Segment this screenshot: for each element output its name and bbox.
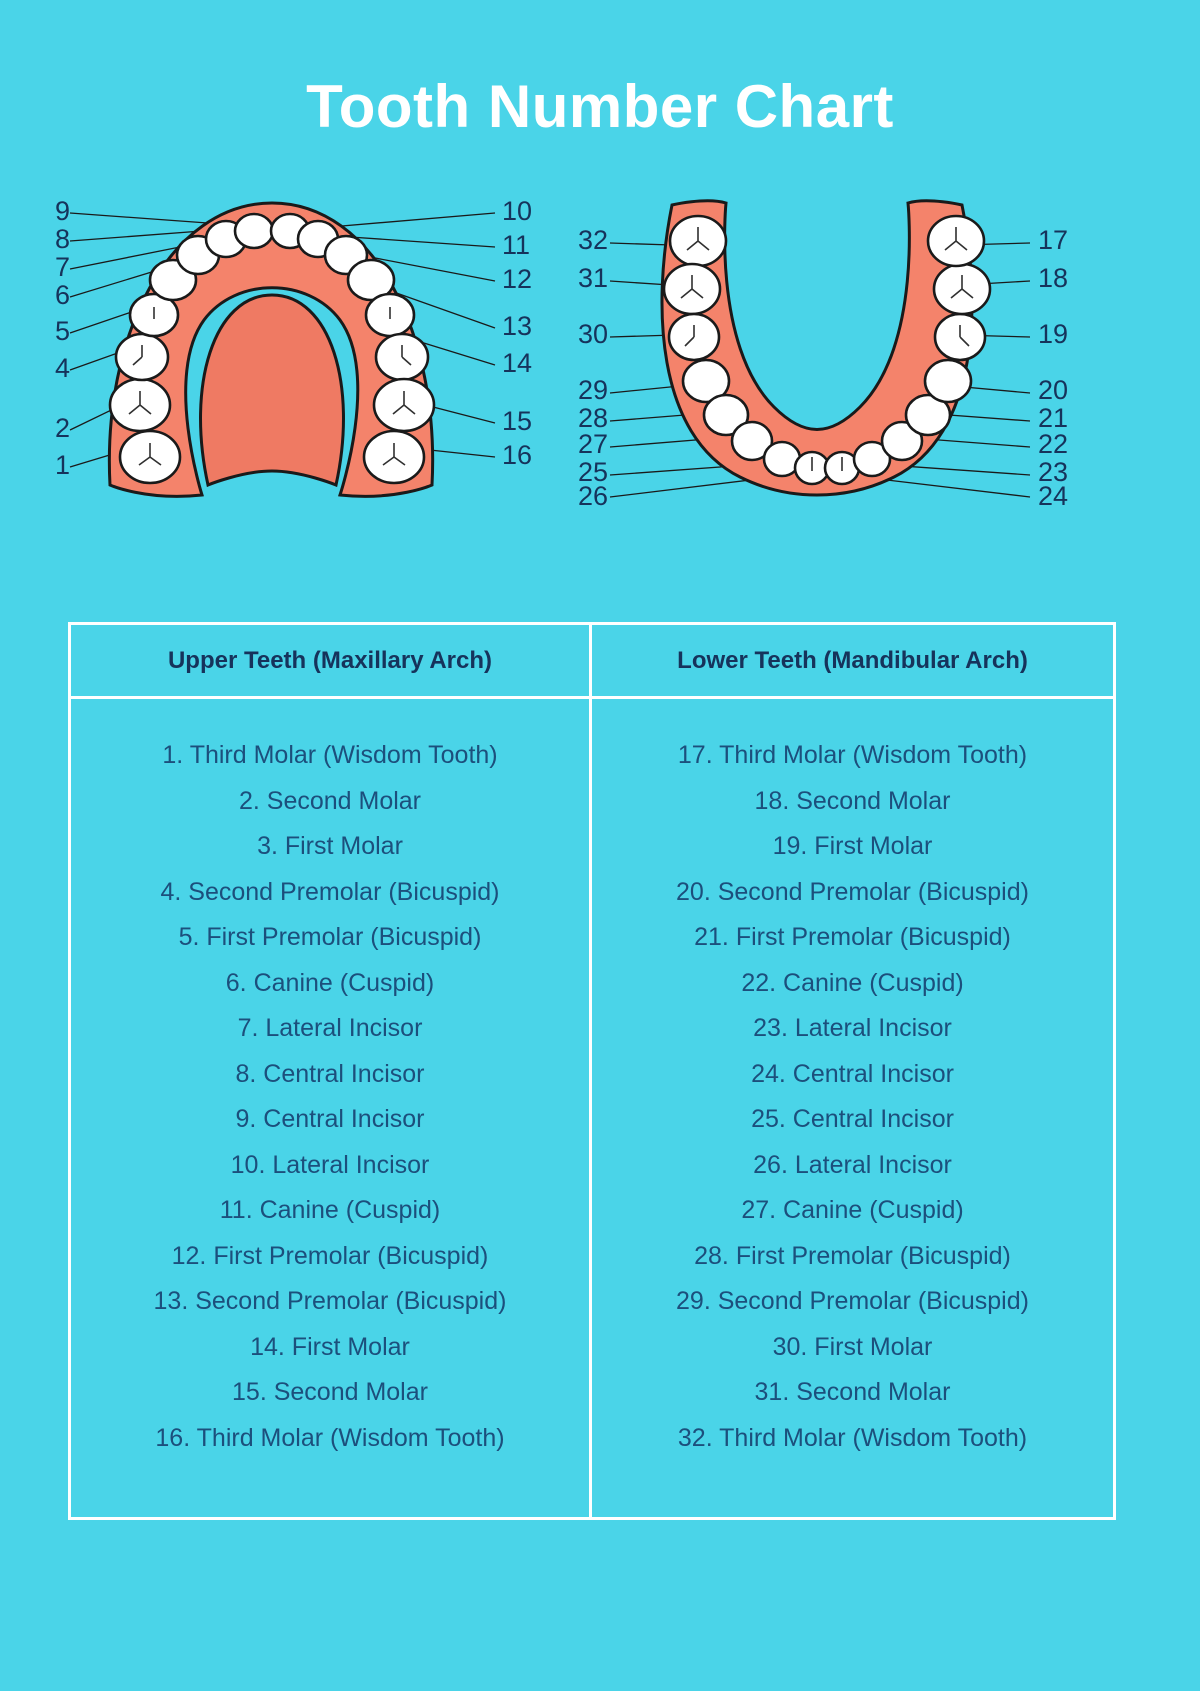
list-item: 28. First Premolar (Bicuspid) (694, 1241, 1011, 1270)
list-item: 20. Second Premolar (Bicuspid) (676, 877, 1029, 906)
page-title: Tooth Number Chart (306, 73, 894, 140)
list-item: 24. Central Incisor (751, 1059, 954, 1088)
lower-label-28: 28 (577, 403, 608, 433)
list-item: 14. First Molar (250, 1332, 410, 1361)
list-item: 23. Lateral Incisor (753, 1014, 952, 1042)
list-item: 29. Second Premolar (Bicuspid) (676, 1287, 1029, 1315)
lower-label-25: 25 (577, 457, 608, 487)
list-item: 31. Second Molar (754, 1378, 951, 1406)
tooth-list-table (68, 622, 1116, 1520)
list-item: 5. First Premolar (Bicuspid) (178, 923, 482, 951)
list-item: 16. Third Molar (Wisdom Tooth) (155, 1423, 505, 1452)
list-item: 9. Central Incisor (235, 1105, 425, 1133)
upper-label-14: 14 (502, 348, 533, 378)
mandibular-arch-diagram (560, 185, 1080, 545)
lower-label-21: 21 (1038, 403, 1069, 433)
upper-label-8: 8 (54, 224, 70, 254)
lower-teeth-header: Lower Teeth (Mandibular Arch) (592, 625, 1113, 699)
upper-teeth-list (71, 699, 589, 1461)
lower-label-24: 24 (1038, 481, 1069, 511)
list-item: 21. First Premolar (Bicuspid) (694, 923, 1011, 951)
list-item: 32. Third Molar (Wisdom Tooth) (677, 1423, 1028, 1452)
lower-label-27: 27 (577, 429, 608, 459)
upper-label-13: 13 (502, 311, 533, 341)
upper-label-9: 9 (54, 196, 70, 226)
upper-label-5: 5 (54, 316, 70, 346)
maxillary-arch-svg (40, 185, 560, 545)
lower-label-22: 22 (1038, 429, 1069, 459)
lower-teeth-column (592, 625, 1113, 1517)
diagram-area (0, 185, 1200, 565)
palate-shape (201, 295, 344, 485)
lower-label-23: 23 (1038, 457, 1069, 487)
upper-label-7: 7 (54, 252, 70, 282)
lower-label-29: 29 (577, 375, 608, 405)
list-item: 11. Canine (Cuspid) (219, 1196, 441, 1224)
list-item: 10. Lateral Incisor (230, 1150, 430, 1179)
list-item: 4. Second Premolar (Bicuspid) (160, 877, 500, 906)
list-item: 1. Third Molar (Wisdom Tooth) (162, 741, 498, 769)
list-item: 12. First Premolar (Bicuspid) (171, 1241, 489, 1270)
lower-label-31: 31 (577, 263, 608, 293)
lower-label-17: 17 (1038, 225, 1069, 255)
list-item: 22. Canine (Cuspid) (741, 968, 964, 997)
list-item: 3. First Molar (257, 832, 403, 860)
lower-label-18: 18 (1038, 263, 1069, 293)
lower-label-20: 20 (1038, 375, 1069, 405)
lower-label-32: 32 (577, 225, 608, 255)
list-item: 30. First Molar (772, 1332, 933, 1361)
list-item: 2. Second Molar (238, 786, 422, 815)
list-item: 19. First Molar (772, 832, 933, 860)
list-item: 17. Third Molar (Wisdom Tooth) (677, 741, 1028, 769)
list-item: 15. Second Molar (232, 1378, 428, 1406)
upper-label-15: 15 (502, 406, 533, 436)
list-item: 26. Lateral Incisor (753, 1150, 952, 1179)
mandibular-arch-svg (560, 185, 1080, 545)
list-item: 6. Canine (Cuspid) (225, 968, 435, 997)
lower-label-26: 26 (577, 481, 608, 511)
lower-teeth-list (592, 699, 1113, 1461)
upper-label-4: 4 (54, 353, 70, 383)
list-item: 13. Second Premolar (Bicuspid) (153, 1287, 507, 1315)
upper-label-2: 2 (54, 413, 70, 443)
upper-label-11: 11 (502, 230, 531, 260)
list-item: 7. Lateral Incisor (237, 1014, 423, 1042)
upper-label-16: 16 (502, 440, 533, 470)
list-item: 8. Central Incisor (235, 1059, 425, 1088)
upper-teeth-column (71, 625, 592, 1517)
list-item: 25. Central Incisor (751, 1105, 954, 1133)
upper-label-6: 6 (54, 280, 70, 310)
maxillary-arch-diagram (40, 185, 560, 545)
upper-teeth-header: Upper Teeth (Maxillary Arch) (71, 625, 589, 699)
upper-label-1: 1 (54, 450, 70, 480)
list-item: 27. Canine (Cuspid) (741, 1196, 964, 1224)
upper-label-10: 10 (502, 196, 533, 226)
list-item: 18. Second Molar (754, 786, 951, 815)
upper-label-12: 12 (502, 264, 533, 294)
lower-label-30: 30 (577, 319, 608, 349)
lower-label-19: 19 (1038, 319, 1069, 349)
